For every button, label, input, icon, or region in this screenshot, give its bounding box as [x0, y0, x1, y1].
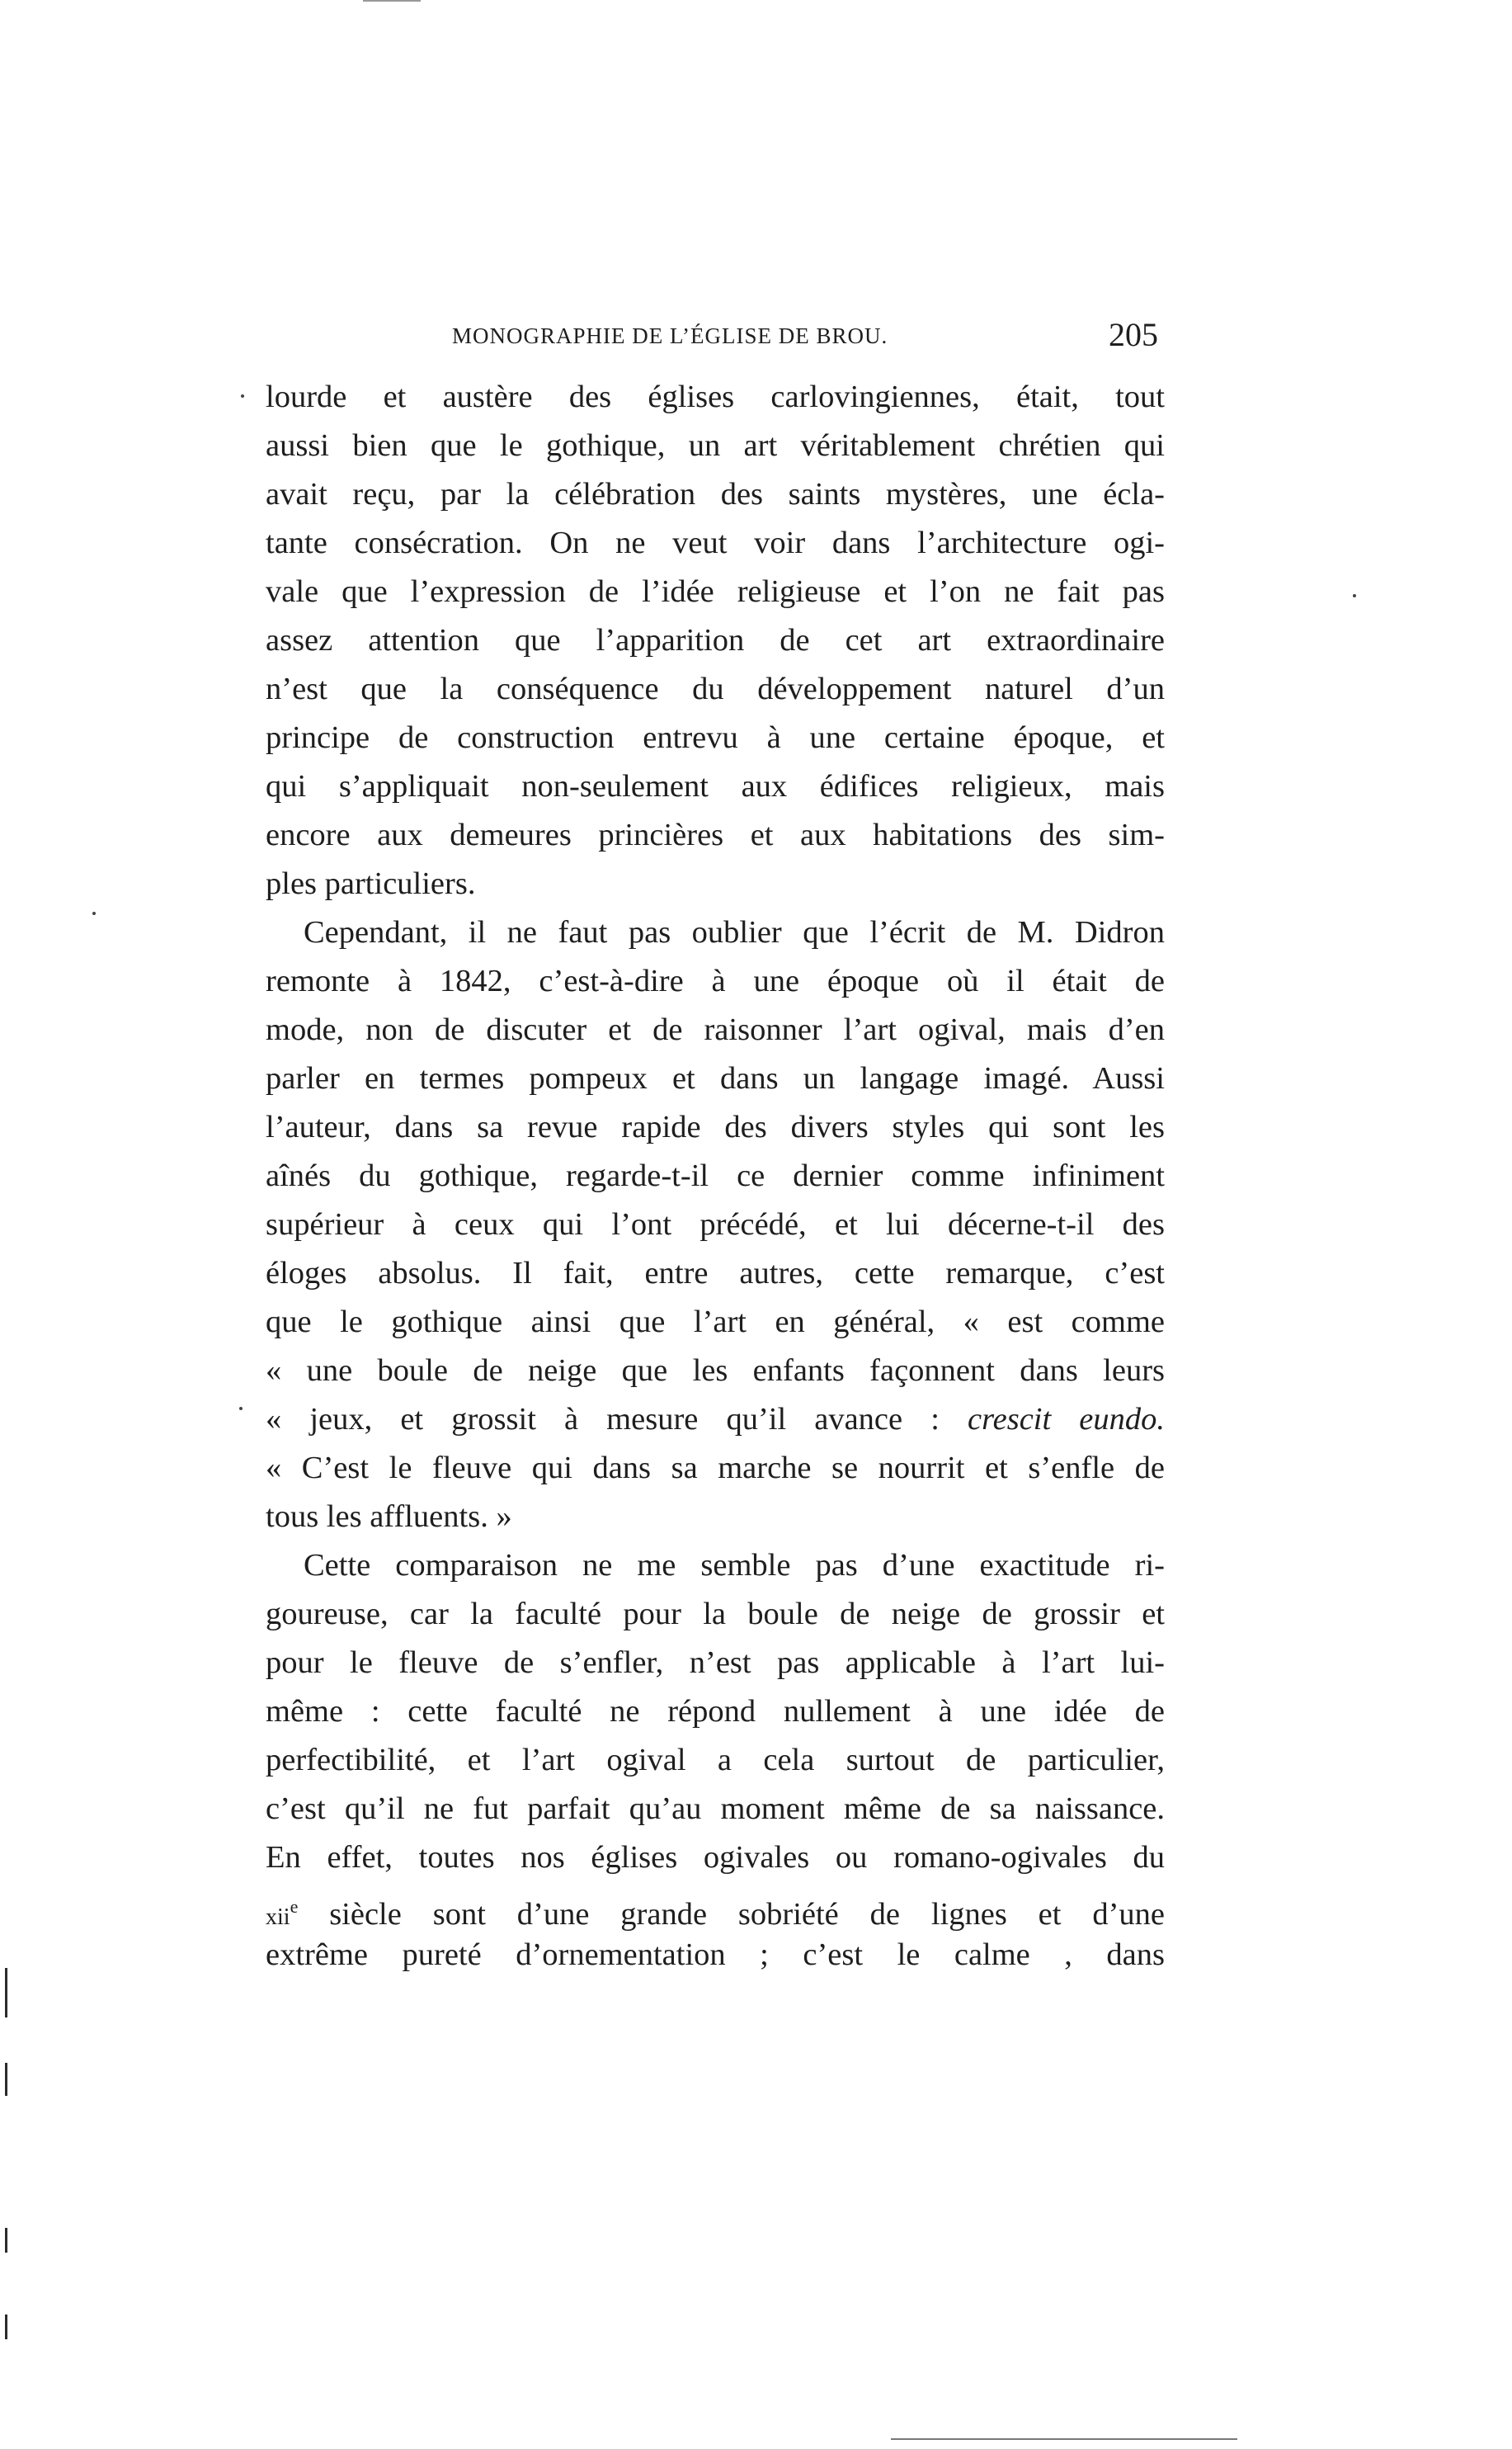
text-line: aînés du gothique, regarde-t-il ce dernier comme infiniment	[266, 1158, 1165, 1193]
scan-edge-mark	[5, 1968, 7, 2017]
text-line: perfectibilité, et l’art ogival a cela surtout de particulier,	[266, 1743, 1165, 1777]
text-line: goureuse, car la faculté pour la boule de neige de grossir et	[266, 1597, 1165, 1631]
scan-bottom-rule	[891, 2438, 1237, 2440]
text-line: assez attention que l’apparition de cet art extraordinaire	[266, 623, 1165, 658]
line-rest: siècle sont d’une grande sobriété de lignes et d’une	[298, 1896, 1165, 1932]
body-text	[266, 373, 1165, 1979]
scan-edge-mark	[5, 2315, 7, 2339]
scan-speck	[241, 394, 244, 398]
text-line: pour le fleuve de s’enfler, n’est pas applicable à l’art lui-	[266, 1645, 1165, 1680]
text-line: qui s’appliquait non-seulement aux édifices religieux, mais	[266, 769, 1165, 804]
text-line: extrême pureté d’ornementation ; c’est le calme , dans	[266, 1937, 1165, 1972]
scan-edge-mark	[5, 2063, 7, 2096]
text-line: encore aux demeures princières et aux habitations des sim-	[266, 818, 1165, 852]
text-line: l’auteur, dans sa revue rapide des divers styles qui sont les	[266, 1110, 1165, 1144]
text-line: avait reçu, par la célébration des saints mystères, une écla-	[266, 477, 1165, 512]
text-line-with-latin	[266, 1395, 1165, 1444]
text-line: lourde et austère des églises carlovingiennes, était, tout	[266, 380, 1165, 414]
scan-speck	[92, 912, 96, 915]
text-line-with-century	[266, 1882, 1165, 1931]
text-line: c’est qu’il ne fut parfait qu’au moment même de sa naissance.	[266, 1791, 1165, 1826]
text-line: supérieur à ceux qui l’ont précédé, et lui décerne-t-il des	[266, 1207, 1165, 1242]
text-line: vale que l’expression de l’idée religieuse et l’on ne fait pas	[266, 574, 1165, 609]
text-line: « une boule de neige que les enfants façonnent dans leurs	[266, 1353, 1165, 1388]
running-head	[452, 315, 1158, 356]
running-title: MONOGRAPHIE DE L’ÉGLISE DE BROU.	[452, 323, 888, 348]
line-prefix: « jeux, et grossit à mesure qu’il avance :	[266, 1402, 968, 1437]
text-line: que le gothique ainsi que l’art en général, « est comme	[266, 1305, 1165, 1339]
scan-edge-mark	[5, 2228, 7, 2253]
text-line: éloges absolus. Il fait, entre autres, cette remarque, c’est	[266, 1256, 1165, 1291]
text-line: En effet, toutes nos églises ogivales ou romano-ogivales du	[266, 1840, 1165, 1875]
text-line: tante consécration. On ne veut voir dans l’architecture ogi-	[266, 526, 1165, 560]
text-line: même : cette faculté ne répond nullement à une idée de	[266, 1694, 1165, 1729]
text-line: aussi bien que le gothique, un art véritablement chrétien qui	[266, 428, 1165, 463]
scan-speck	[1353, 594, 1356, 597]
text-line: Cependant, il ne faut pas oublier que l’écrit de M. Didron	[304, 915, 1165, 950]
latin-phrase: crescit eundo.	[967, 1402, 1165, 1437]
text-line: ples particuliers.	[266, 866, 476, 901]
text-line: tous les affluents. »	[266, 1499, 512, 1534]
text-line: n’est que la conséquence du développement naturel d’un	[266, 672, 1165, 706]
text-line: parler en termes pompeux et dans un langage imagé. Aussi	[266, 1061, 1165, 1096]
scan-speck	[239, 1407, 243, 1410]
text-line: Cette comparaison ne me semble pas d’une exactitude ri-	[304, 1548, 1165, 1583]
century-numeral: xii	[266, 1904, 290, 1930]
text-line: remonte à 1842, c’est-à-dire à une époque où il était de	[266, 964, 1165, 998]
text-line: principe de construction entrevu à une certaine époque, et	[266, 720, 1165, 755]
text-line: mode, non de discuter et de raisonner l’art ogival, mais d’en	[266, 1012, 1165, 1047]
text-line: « C’est le fleuve qui dans sa marche se nourrit et s’enfle de	[266, 1451, 1165, 1485]
page-number: 205	[1109, 316, 1158, 353]
century-superscript: e	[290, 1896, 299, 1917]
scan-top-rule	[363, 0, 421, 2]
